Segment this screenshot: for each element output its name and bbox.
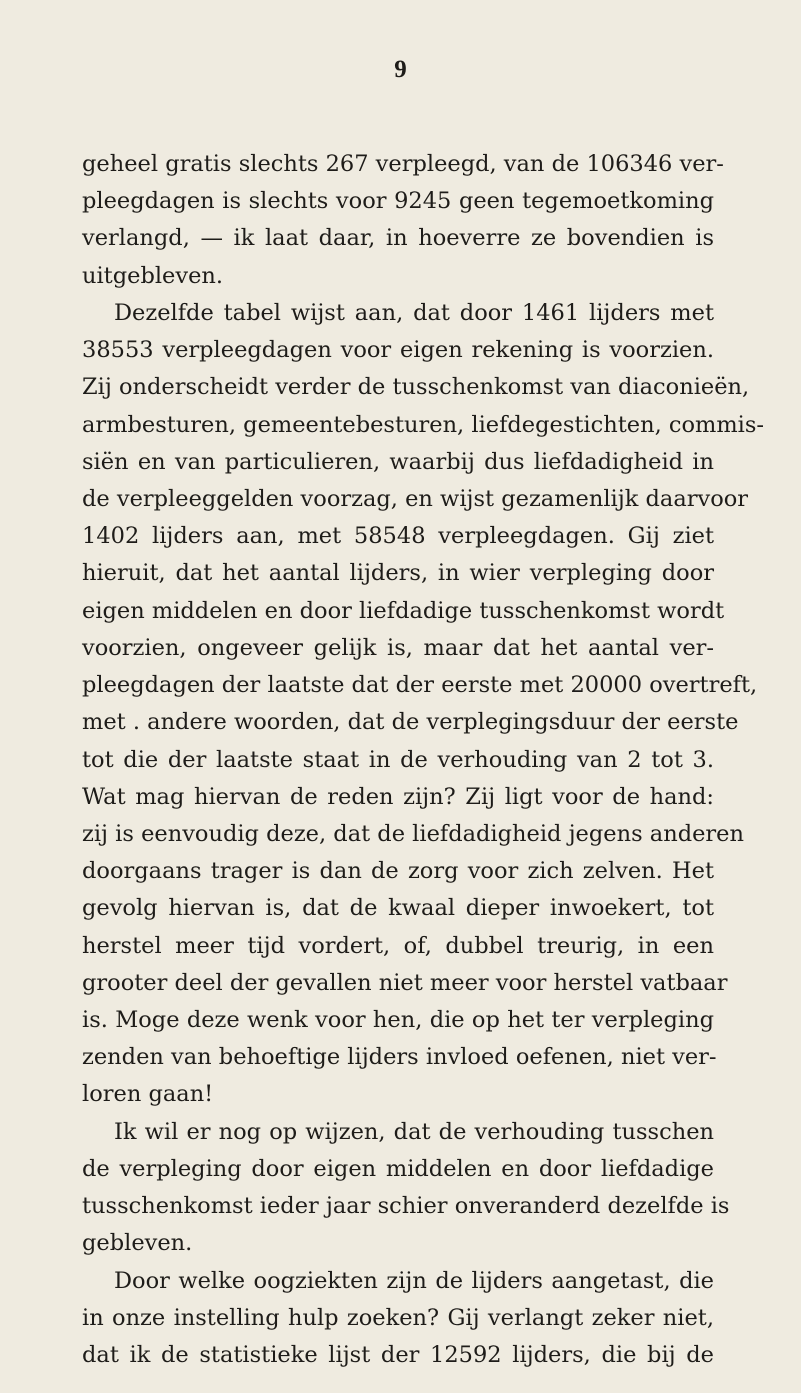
- text-line: tot die der laatste staat in de verhouding van 2 tot 3.: [82, 746, 714, 773]
- text-line: de verpleeggelden voorzag, en wijst gezamenlijk daarvoor: [82, 485, 749, 512]
- text-line: Door welke oogziekten zijn de lijders aangetast, die: [114, 1267, 714, 1294]
- text-line: grooter deel der gevallen niet meer voor herstel vatbaar: [82, 969, 728, 996]
- text-line: is. Moge deze wenk voor hen, die op het ter verpleging: [82, 1007, 714, 1034]
- text-line: Dezelfde tabel wijst aan, dat door 1461 lijders met: [114, 299, 714, 326]
- text-line: doorgaans trager is dan de zorg voor zich zelven. Het: [82, 858, 714, 885]
- text-line: Ik wil er nog op wijzen, dat de verhouding tusschen: [114, 1118, 714, 1145]
- text-line: Wat mag hiervan de reden zijn? Zij ligt voor de hand:: [82, 783, 714, 810]
- text-line: uitgebleven.: [82, 262, 224, 289]
- text-line: gevolg hiervan is, dat de kwaal dieper inwoekert, tot: [82, 895, 714, 922]
- text-line: in onze instelling hulp zoeken? Gij verlangt zeker niet,: [82, 1304, 714, 1331]
- text-line: 38553 verpleegdagen voor eigen rekening is voorzien.: [82, 337, 714, 364]
- text-line: armbesturen, gemeentebesturen, liefdegestichten, commis-: [82, 411, 765, 438]
- text-line: gebleven.: [82, 1230, 193, 1257]
- text-line: dat ik de statistieke lijst der 12592 lijders, die bij de: [82, 1342, 714, 1368]
- text-line: zij is eenvoudig deze, dat de liefdadigheid jegens anderen: [82, 820, 744, 847]
- text-line: tusschenkomst ieder jaar schier onveranderd dezelfde is: [82, 1193, 730, 1220]
- text-line: hieruit, dat het aantal lijders, in wier verpleging door: [82, 560, 714, 587]
- page-number: 9: [394, 56, 407, 83]
- text-line: pleegdagen der laatste dat der eerste met 20000 overtreft,: [82, 672, 758, 699]
- text-line: met . andere woorden, dat de verplegingsduur der eerste: [82, 709, 739, 736]
- text-line: pleegdagen is slechts voor 9245 geen tegemoetkoming: [82, 188, 714, 215]
- text-line: geheel gratis slechts 267 verpleegd, van de 106346 ver-: [82, 151, 724, 177]
- body-text: [82, 146, 765, 1374]
- text-line: herstel meer tijd vordert, of, dubbel treurig, in een: [82, 932, 714, 959]
- text-line: eigen middelen en door liefdadige tusschenkomst wordt: [82, 597, 725, 624]
- text-line: Zij onderscheidt verder de tusschenkomst van diaconieën,: [82, 374, 750, 401]
- text-line: 1402 lijders aan, met 58548 verpleegdagen. Gij ziet: [82, 523, 714, 550]
- text-line: de verpleging door eigen middelen en door liefdadige: [82, 1155, 714, 1182]
- text-line: siën en van particulieren, waarbij dus liefdadigheid in: [82, 448, 714, 475]
- text-line: zenden van behoeftige lijders invloed oefenen, niet ver-: [82, 1044, 717, 1071]
- text-line: loren gaan!: [82, 1081, 214, 1108]
- text-line: verlangd, — ik laat daar, in hoeverre ze bovendien is: [82, 225, 714, 252]
- text-line: voorzien, ongeveer gelijk is, maar dat het aantal ver-: [82, 634, 714, 661]
